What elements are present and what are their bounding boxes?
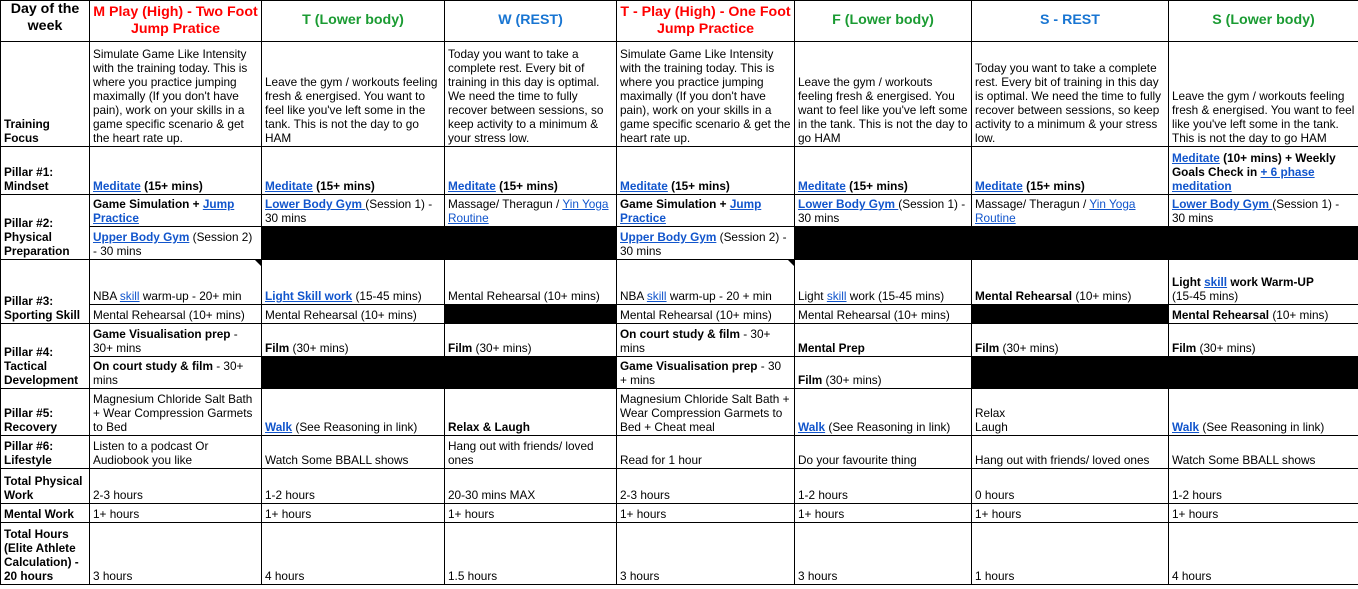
massage-text: Massage/ Theragun / <box>975 197 1090 211</box>
total-hours-sat: 1 hours <box>972 523 1169 585</box>
jump-practice-link[interactable]: Jump Practice <box>620 197 762 225</box>
light-skill-duration: (15-45 mins) <box>352 289 422 303</box>
physical-row-2 <box>1 227 1358 260</box>
upper-body-session: (Session 2) - 30 mins <box>620 230 787 258</box>
mindset-wed <box>445 147 617 195</box>
walk-link[interactable]: Walk <box>265 420 293 434</box>
light-skill-work-link[interactable]: Light Skill work <box>265 289 353 303</box>
skill-fri <box>795 260 972 305</box>
mental-rehearsal-text: Mental Rehearsal <box>798 308 891 322</box>
mindset-duration: (15+ mins) <box>667 179 730 193</box>
lifestyle-mon: Listen to a podcast Or Audiobook you like <box>90 436 262 469</box>
lifestyle-fri: Do your favourite thing <box>795 436 972 469</box>
skill-fri-2 <box>795 305 972 324</box>
on-court-duration: - 30+ mins <box>93 359 244 387</box>
yin-yoga-link[interactable]: Yin Yoga Routine <box>975 197 1136 225</box>
recovery-wed: Relax & Laugh <box>445 389 617 436</box>
film-text: Film <box>1172 341 1197 355</box>
total-physical-mon: 2-3 hours <box>90 469 262 504</box>
skill-row-2 <box>1 305 1358 324</box>
game-vis-duration: - 30+ mins <box>93 327 238 355</box>
blank-cell <box>1169 357 1358 389</box>
walk-suffix: (See Reasoning in link) <box>825 420 951 434</box>
skill-link[interactable]: skill <box>826 289 847 303</box>
mental-rehearsal-text: Mental Rehearsal <box>620 308 713 322</box>
lower-body-session: (Session 1) - 30 mins <box>1172 197 1340 225</box>
focus-thu: Simulate Game Like Intensity with the training today. This is where you practice jumping maximally (If you don't have pain), work on your skills in a game specific scenario & get the heart rate up. <box>617 42 795 147</box>
lower-body-gym-link[interactable]: Lower Body Gym <box>265 197 366 211</box>
tactical-sat <box>972 324 1169 357</box>
day-header-sat: S - REST <box>972 1 1169 42</box>
walk-link[interactable]: Walk <box>798 420 826 434</box>
lifestyle-row <box>1 436 1358 469</box>
mindset-row <box>1 147 1358 195</box>
on-court-study-text: On court study & film <box>93 359 213 373</box>
skill-sat <box>972 260 1169 305</box>
film-duration: (30+ mins) <box>472 341 532 355</box>
tactical-mon <box>90 324 262 357</box>
day-header-wed: W (REST) <box>445 1 617 42</box>
skill-warmup-suffix: work Warm-UP <box>1227 275 1314 289</box>
mental-work-sat: 1+ hours <box>972 504 1169 523</box>
mindset-sun <box>1169 147 1358 195</box>
skill-thu <box>617 260 795 305</box>
film-duration: (30+ mins) <box>289 341 349 355</box>
focus-wed: Today you want to take a complete rest. Every bit of training in this day is optimal. We need the time to fully recover between sessions, so keep activity to a minimum & your stress low. <box>445 42 617 147</box>
lower-body-gym-link[interactable]: Lower Body Gym <box>1172 197 1273 211</box>
nba-prefix: NBA <box>93 289 120 303</box>
mental-rehearsal-text: Mental Rehearsal <box>265 308 358 322</box>
skill-thu-2 <box>617 305 795 324</box>
tactical-tue <box>262 324 445 357</box>
mental-rehearsal-text: Mental Rehearsal <box>448 289 541 303</box>
meditate-link[interactable]: Meditate <box>975 179 1023 193</box>
physical-mon-2 <box>90 227 262 260</box>
skill-sun-2 <box>1169 305 1358 324</box>
blank-cell <box>445 305 617 324</box>
total-hours-row <box>1 523 1358 585</box>
game-visualisation-text: Game Visualisation prep <box>93 327 231 341</box>
physical-sun <box>1169 195 1358 227</box>
skill-link[interactable]: skill <box>1204 275 1228 289</box>
focus-tue: Leave the gym / workouts feeling fresh & energised. You want to feel like you've left some in the tank. This is not the day to go HAM <box>262 42 445 147</box>
row-label-mental-work: Mental Work <box>1 504 90 523</box>
jump-practice-link[interactable]: Jump Practice <box>93 197 235 225</box>
row-label-tactical: Pillar #4: Tactical Development <box>1 324 90 389</box>
tactical-mon-2 <box>90 357 262 389</box>
blank-cell <box>972 227 1169 260</box>
mental-work-sun: 1+ hours <box>1169 504 1358 523</box>
total-hours-mon: 3 hours <box>90 523 262 585</box>
film-text: Film <box>265 341 290 355</box>
mindset-duration: (15+ mins) <box>140 179 203 193</box>
corner-label: Day of the week <box>1 1 90 42</box>
tactical-wed <box>445 324 617 357</box>
recovery-row <box>1 389 1358 436</box>
laugh-text: Laugh <box>975 420 1008 434</box>
day-header-thu: T - Play (High) - One Foot Jump Practice <box>617 1 795 42</box>
mental-rehearsal-duration: (10+ mins) <box>185 308 245 322</box>
yin-yoga-link[interactable]: Yin Yoga Routine <box>448 197 609 225</box>
game-vis-duration: - 30 + mins <box>620 359 782 387</box>
row-label-recovery: Pillar #5: Recovery <box>1 389 90 436</box>
mindset-duration: (15+ mins) <box>1022 179 1085 193</box>
tactical-row-2 <box>1 357 1358 389</box>
tactical-fri: Mental Prep <box>795 324 972 357</box>
recovery-fri <box>795 389 972 436</box>
mental-rehearsal-duration: (10+ mins) <box>540 289 600 303</box>
row-label-total-physical: Total Physical Work <box>1 469 90 504</box>
lower-body-session: (Session 1) - 30 mins <box>265 197 433 225</box>
light-prefix: Light <box>1172 275 1205 289</box>
day-header-mon: M Play (High) - Two Foot Jump Pratice <box>90 1 262 42</box>
mindset-duration: (15+ mins) <box>495 179 558 193</box>
game-simulation-text: Game Simulation + <box>620 197 730 211</box>
skill-warmup: warm-up - 20 + min <box>666 289 772 303</box>
total-physical-sun: 1-2 hours <box>1169 469 1358 504</box>
physical-row-1 <box>1 195 1358 227</box>
total-physical-wed: 20-30 mins MAX <box>445 469 617 504</box>
recovery-tue <box>262 389 445 436</box>
mindset-duration: (15+ mins) <box>845 179 908 193</box>
mental-rehearsal-duration: (10+ mins) <box>1269 308 1329 322</box>
mental-work-tue: 1+ hours <box>262 504 445 523</box>
recovery-sun <box>1169 389 1358 436</box>
focus-sun: Leave the gym / workouts feeling fresh & energised. You want to feel like you've left some in the tank. This is not the day to go HAM <box>1169 42 1358 147</box>
mindset-fri <box>795 147 972 195</box>
total-hours-thu: 3 hours <box>617 523 795 585</box>
mindset-sun-duration: (10+ mins) + Weekly Goals Check in <box>1172 151 1336 179</box>
row-label-total-hours: Total Hours (Elite Athlete Calculation) - 20 hours <box>1 523 90 585</box>
on-court-duration: - 30+ mins <box>620 327 771 355</box>
training-focus-row <box>1 42 1358 147</box>
focus-fri: Leave the gym / workouts feeling fresh & energised. You want to feel like you've left some in the tank. This is not the day to go HAM <box>795 42 972 147</box>
blank-cell <box>795 227 972 260</box>
game-simulation-text: Game Simulation + <box>93 197 203 211</box>
lifestyle-wed: Hang out with friends/ loved ones <box>445 436 617 469</box>
physical-tue <box>262 195 445 227</box>
total-physical-row <box>1 469 1358 504</box>
meditate-link[interactable]: Meditate <box>1172 151 1220 165</box>
meditate-link[interactable]: Meditate <box>265 179 313 193</box>
physical-thu-2 <box>617 227 795 260</box>
film-text: Film <box>975 341 1000 355</box>
row-label-physical: Pillar #2: Physical Preparation <box>1 195 90 260</box>
skill-wed <box>445 260 617 305</box>
walk-suffix: (See Reasoning in link) <box>1199 420 1325 434</box>
blank-cell <box>972 357 1169 389</box>
tactical-thu <box>617 324 795 357</box>
nba-prefix: NBA <box>620 289 647 303</box>
mindset-thu <box>617 147 795 195</box>
meditate-link[interactable]: Meditate <box>620 179 668 193</box>
mindset-tue <box>262 147 445 195</box>
skill-sun <box>1169 260 1358 305</box>
mental-rehearsal-text: Mental Rehearsal <box>93 308 186 322</box>
day-header-fri: F (Lower body) <box>795 1 972 42</box>
relax-text: Relax <box>975 406 1006 420</box>
total-physical-tue: 1-2 hours <box>262 469 445 504</box>
mental-rehearsal-duration: (10+ mins) <box>1072 289 1132 303</box>
skill-mon <box>90 260 262 305</box>
game-visualisation-text: Game Visualisation prep <box>620 359 758 373</box>
lifestyle-sat: Hang out with friends/ loved ones <box>972 436 1169 469</box>
row-label-lifestyle: Pillar #6: Lifestyle <box>1 436 90 469</box>
row-label-mindset: Pillar #1: Mindset <box>1 147 90 195</box>
on-court-study-text: On court study & film <box>620 327 740 341</box>
total-physical-fri: 1-2 hours <box>795 469 972 504</box>
six-phase-meditation-link[interactable]: + 6 phase meditation <box>1172 165 1315 193</box>
mental-work-thu: 1+ hours <box>617 504 795 523</box>
skill-sun-duration: (15-45 mins) <box>1172 289 1239 303</box>
row-label-skill: Pillar #3: Sporting Skill <box>1 260 90 324</box>
skill-work-suffix: work (15-45 mins) <box>846 289 945 303</box>
walk-suffix: (See Reasoning in link) <box>292 420 418 434</box>
total-physical-thu: 2-3 hours <box>617 469 795 504</box>
meditate-link[interactable]: Meditate <box>448 179 496 193</box>
lifestyle-tue: Watch Some BBALL shows <box>262 436 445 469</box>
mental-rehearsal-text: Mental Rehearsal <box>1172 308 1270 322</box>
skill-row-1 <box>1 260 1358 305</box>
upper-body-gym-link[interactable]: Upper Body Gym <box>620 230 717 244</box>
tactical-fri-2 <box>795 357 972 389</box>
lifestyle-thu: Read for 1 hour <box>617 436 795 469</box>
mental-work-fri: 1+ hours <box>795 504 972 523</box>
film-duration: (30+ mins) <box>822 373 882 387</box>
physical-thu <box>617 195 795 227</box>
physical-wed <box>445 195 617 227</box>
mental-work-mon: 1+ hours <box>90 504 262 523</box>
mental-rehearsal-text: Mental Rehearsal <box>975 289 1073 303</box>
mindset-duration: (15+ mins) <box>312 179 375 193</box>
film-text: Film <box>448 341 473 355</box>
skill-link[interactable]: skill <box>646 289 667 303</box>
recovery-sat <box>972 389 1169 436</box>
skill-tue <box>262 260 445 305</box>
upper-body-session: (Session 2) - 30 mins <box>93 230 253 258</box>
lower-body-session: (Session 1) - 30 mins <box>798 197 966 225</box>
mental-rehearsal-duration: (10+ mins) <box>357 308 417 322</box>
lifestyle-sun: Watch Some BBALL shows <box>1169 436 1358 469</box>
film-text: Film <box>798 373 823 387</box>
skill-mon-2 <box>90 305 262 324</box>
total-physical-sat: 0 hours <box>972 469 1169 504</box>
mental-work-wed: 1+ hours <box>445 504 617 523</box>
massage-text: Massage/ Theragun / <box>448 197 563 211</box>
meditate-link[interactable]: Meditate <box>93 179 141 193</box>
focus-sat: Today you want to take a complete rest. Every bit of training in this day is optimal. We need the time to fully recover between sessions, so keep activity to a minimum & your stress low. <box>972 42 1169 147</box>
tactical-sun <box>1169 324 1358 357</box>
header-row <box>1 1 1358 42</box>
recovery-mon: Magnesium Chloride Salt Bath + Wear Compression Garmets to Bed <box>90 389 262 436</box>
blank-cell <box>445 357 617 389</box>
lower-body-gym-link[interactable]: Lower Body Gym <box>798 197 899 211</box>
blank-cell <box>262 227 445 260</box>
physical-fri <box>795 195 972 227</box>
upper-body-gym-link[interactable]: Upper Body Gym <box>93 230 190 244</box>
focus-mon: Simulate Game Like Intensity with the training today. This is where you practice jumping maximally (If you don't have pain), work on your skills in a game specific scenario & get the heart rate up. <box>90 42 262 147</box>
blank-cell <box>445 227 617 260</box>
blank-cell <box>972 305 1169 324</box>
mindset-sat <box>972 147 1169 195</box>
meditate-link[interactable]: Meditate <box>798 179 846 193</box>
walk-link[interactable]: Walk <box>1172 420 1200 434</box>
physical-mon <box>90 195 262 227</box>
total-hours-tue: 4 hours <box>262 523 445 585</box>
mindset-mon <box>90 147 262 195</box>
skill-tue-2 <box>262 305 445 324</box>
light-prefix: Light <box>798 289 827 303</box>
mental-rehearsal-duration: (10+ mins) <box>890 308 950 322</box>
skill-warmup: warm-up - 20+ min <box>139 289 242 303</box>
row-label-training-focus: Training Focus <box>1 42 90 147</box>
mental-work-row <box>1 504 1358 523</box>
blank-cell <box>1169 227 1358 260</box>
day-header-tue: T (Lower body) <box>262 1 445 42</box>
total-hours-sun: 4 hours <box>1169 523 1358 585</box>
mental-rehearsal-duration: (10+ mins) <box>712 308 772 322</box>
tactical-thu-2 <box>617 357 795 389</box>
recovery-thu: Magnesium Chloride Salt Bath + Wear Compression Garmets to Bed + Cheat meal <box>617 389 795 436</box>
film-duration: (30+ mins) <box>1196 341 1256 355</box>
blank-cell <box>262 357 445 389</box>
total-hours-wed: 1.5 hours <box>445 523 617 585</box>
skill-link[interactable]: skill <box>119 289 140 303</box>
physical-sat <box>972 195 1169 227</box>
film-duration: (30+ mins) <box>999 341 1059 355</box>
tactical-row-1 <box>1 324 1358 357</box>
day-header-sun: S (Lower body) <box>1169 1 1358 42</box>
total-hours-fri: 3 hours <box>795 523 972 585</box>
